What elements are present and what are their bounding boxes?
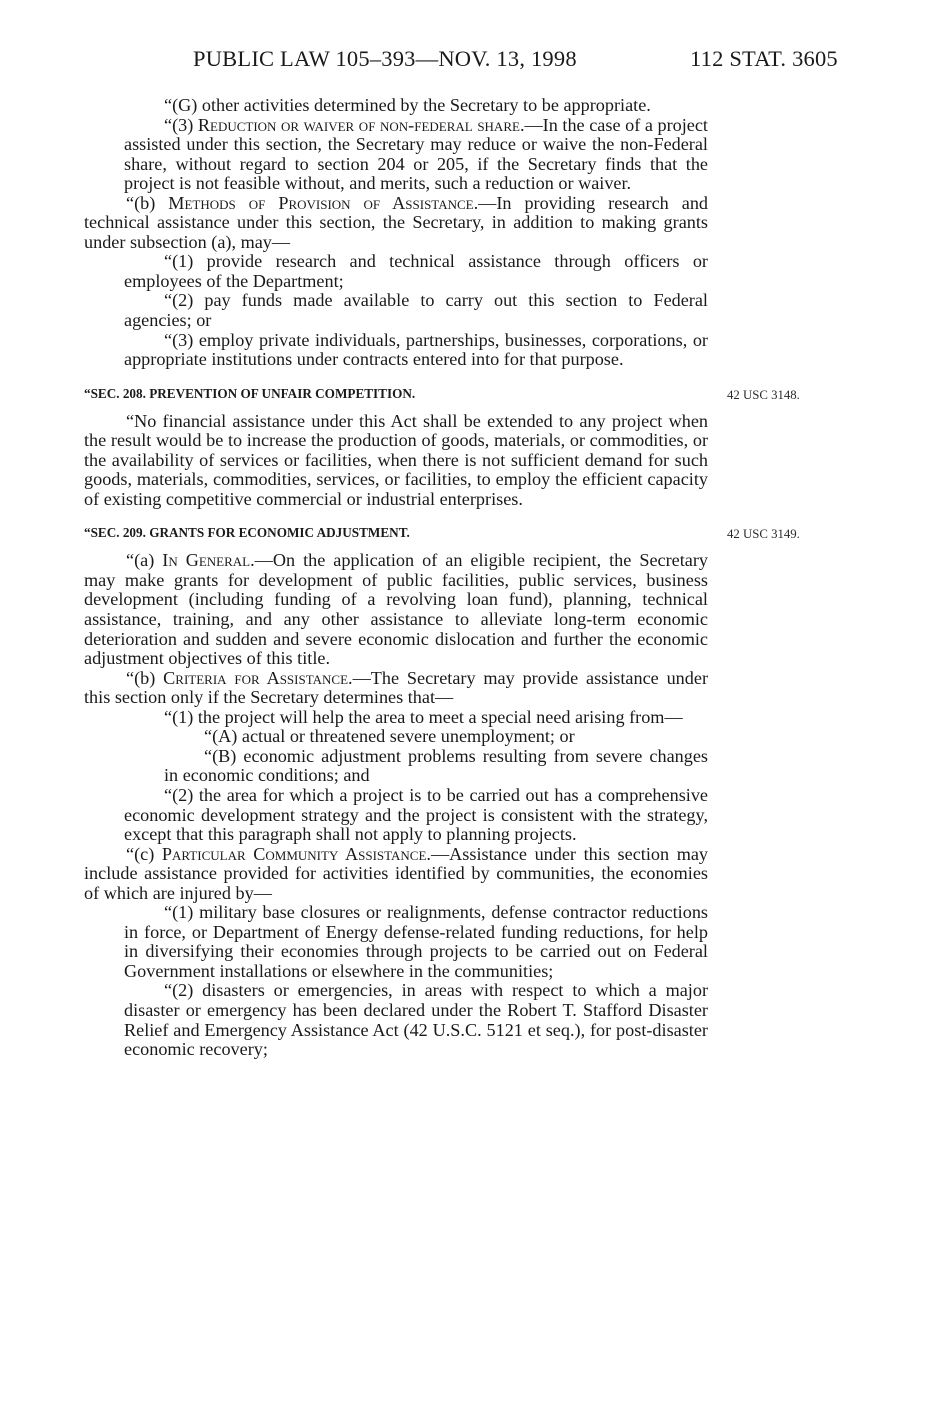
paragraph-criteria-1: “(1) the project will help the area to meet a special need arising from— [164, 706, 683, 727]
heading-reduction-waiver: Reduction or waiver of non-federal share [197, 114, 520, 135]
heading-methods-of-provision: Methods of Provision of Assistance [168, 192, 474, 213]
section-208-heading: “SEC. 208. PREVENTION OF UNFAIR COMPETITION. 42 USC 3148. [84, 385, 800, 402]
paragraph-reduction-waiver: “(3) Reduction or waiver of non-federal share.—In the case of a project assisted under this section, the Secretary may reduce or waive the non-Federal share, without regard to section 204 or 205, if the Secretary finds that the project is not feasible without, and merits, such a reduction or waiver. [124, 114, 708, 194]
paragraph-criteria-2: “(2) the area for which a project is to be carried out has a comprehensive economic development strategy and the project is consistent with the strategy, except that this paragraph shall not apply to planning projects. [124, 784, 708, 845]
subparagraph-criteria-b: “(B) economic adjustment problems resulting from severe changes in economic conditions; and [164, 745, 708, 786]
subsection-b-methods: “(b) Methods of Provision of Assistance.—In providing research and technical assistance under this section, the Secretary, in addition to making grants under subsection (a), may— [84, 192, 709, 252]
subsection-a-in-general: “(a) In General.—On the application of an eligible recipient, the Secretary may make grants for development of public facilities, public services, business development (including funding of a revolving loan fund), planning, technical assistance, training, and any other assistance to alleviate long-term economic deterioration and sudden and severe economic dislocation and further the economic adjustment objectives of this title. [84, 550, 708, 669]
heading-particular-community-assistance: Particular Community Assistance [161, 843, 427, 864]
margin-note-usc-3149: 42 USC 3149. [727, 527, 800, 542]
page-body [84, 95, 800, 1060]
paragraph-g: “(G) other activities determined by the Secretary to be appropriate. [164, 95, 651, 115]
section-209-heading: “SEC. 209. GRANTS FOR ECONOMIC ADJUSTMENT. 42 USC 3149. [84, 525, 800, 542]
margin-note-usc-3148: 42 USC 3148. [727, 387, 800, 402]
paragraph-c2: “(2) disasters or emergencies, in areas with respect to which a major disaster or emergency has been declared under the Robert T. Stafford Disaster Relief and Emergency Assistance Act (42 U.S.C. 5121 et seq.), for post-disaster economic recovery; [124, 980, 708, 1060]
paragraph-b3: “(3) employ private individuals, partnerships, businesses, corporations, or appropriate institutions under contracts entered into for that purpose. [124, 329, 708, 370]
section-208-text: “No financial assistance under this Act shall be extended to any project when the result would be to increase the production of goods, materials, or commodities, or the availability of services or facilities, when there is not sufficient demand for such goods, materials, commodities, services, or facilities, to employ the efficient capacity of existing competitive commercial or industrial enterprises. [84, 410, 708, 509]
subparagraph-criteria-a: “(A) actual or threatened severe unemployment; or [204, 726, 575, 747]
running-header-title: PUBLIC LAW 105–393—NOV. 13, 1998 [193, 46, 577, 71]
heading-criteria-for-assistance: Criteria for Assistance [163, 667, 349, 688]
paragraph-c1: “(1) military base closures or realignments, defense contractor reductions in force, or Department of Energy defense-related funding reductions, for help in diversifying their economies through projects to be carried out on Federal Government installations or elsewhere in the communities; [124, 902, 708, 981]
running-header-stat-page: 112 STAT. 3605 [690, 46, 838, 71]
subsection-b-criteria: “(b) Criteria for Assistance.—The Secretary may provide assistance under this section only if the Secretary determines that— [84, 667, 709, 708]
heading-in-general: In General [162, 550, 251, 571]
paragraph-b1: “(1) provide research and technical assistance through officers or employees of the Department; [124, 251, 708, 291]
subsection-c-community: “(c) Particular Community Assistance.—Assistance under this section may include assistance provided for activities identified by communities, the economies of which are injured by— [84, 843, 709, 903]
paragraph-b2: “(2) pay funds made available to carry out this section to Federal agencies; or [124, 290, 708, 331]
